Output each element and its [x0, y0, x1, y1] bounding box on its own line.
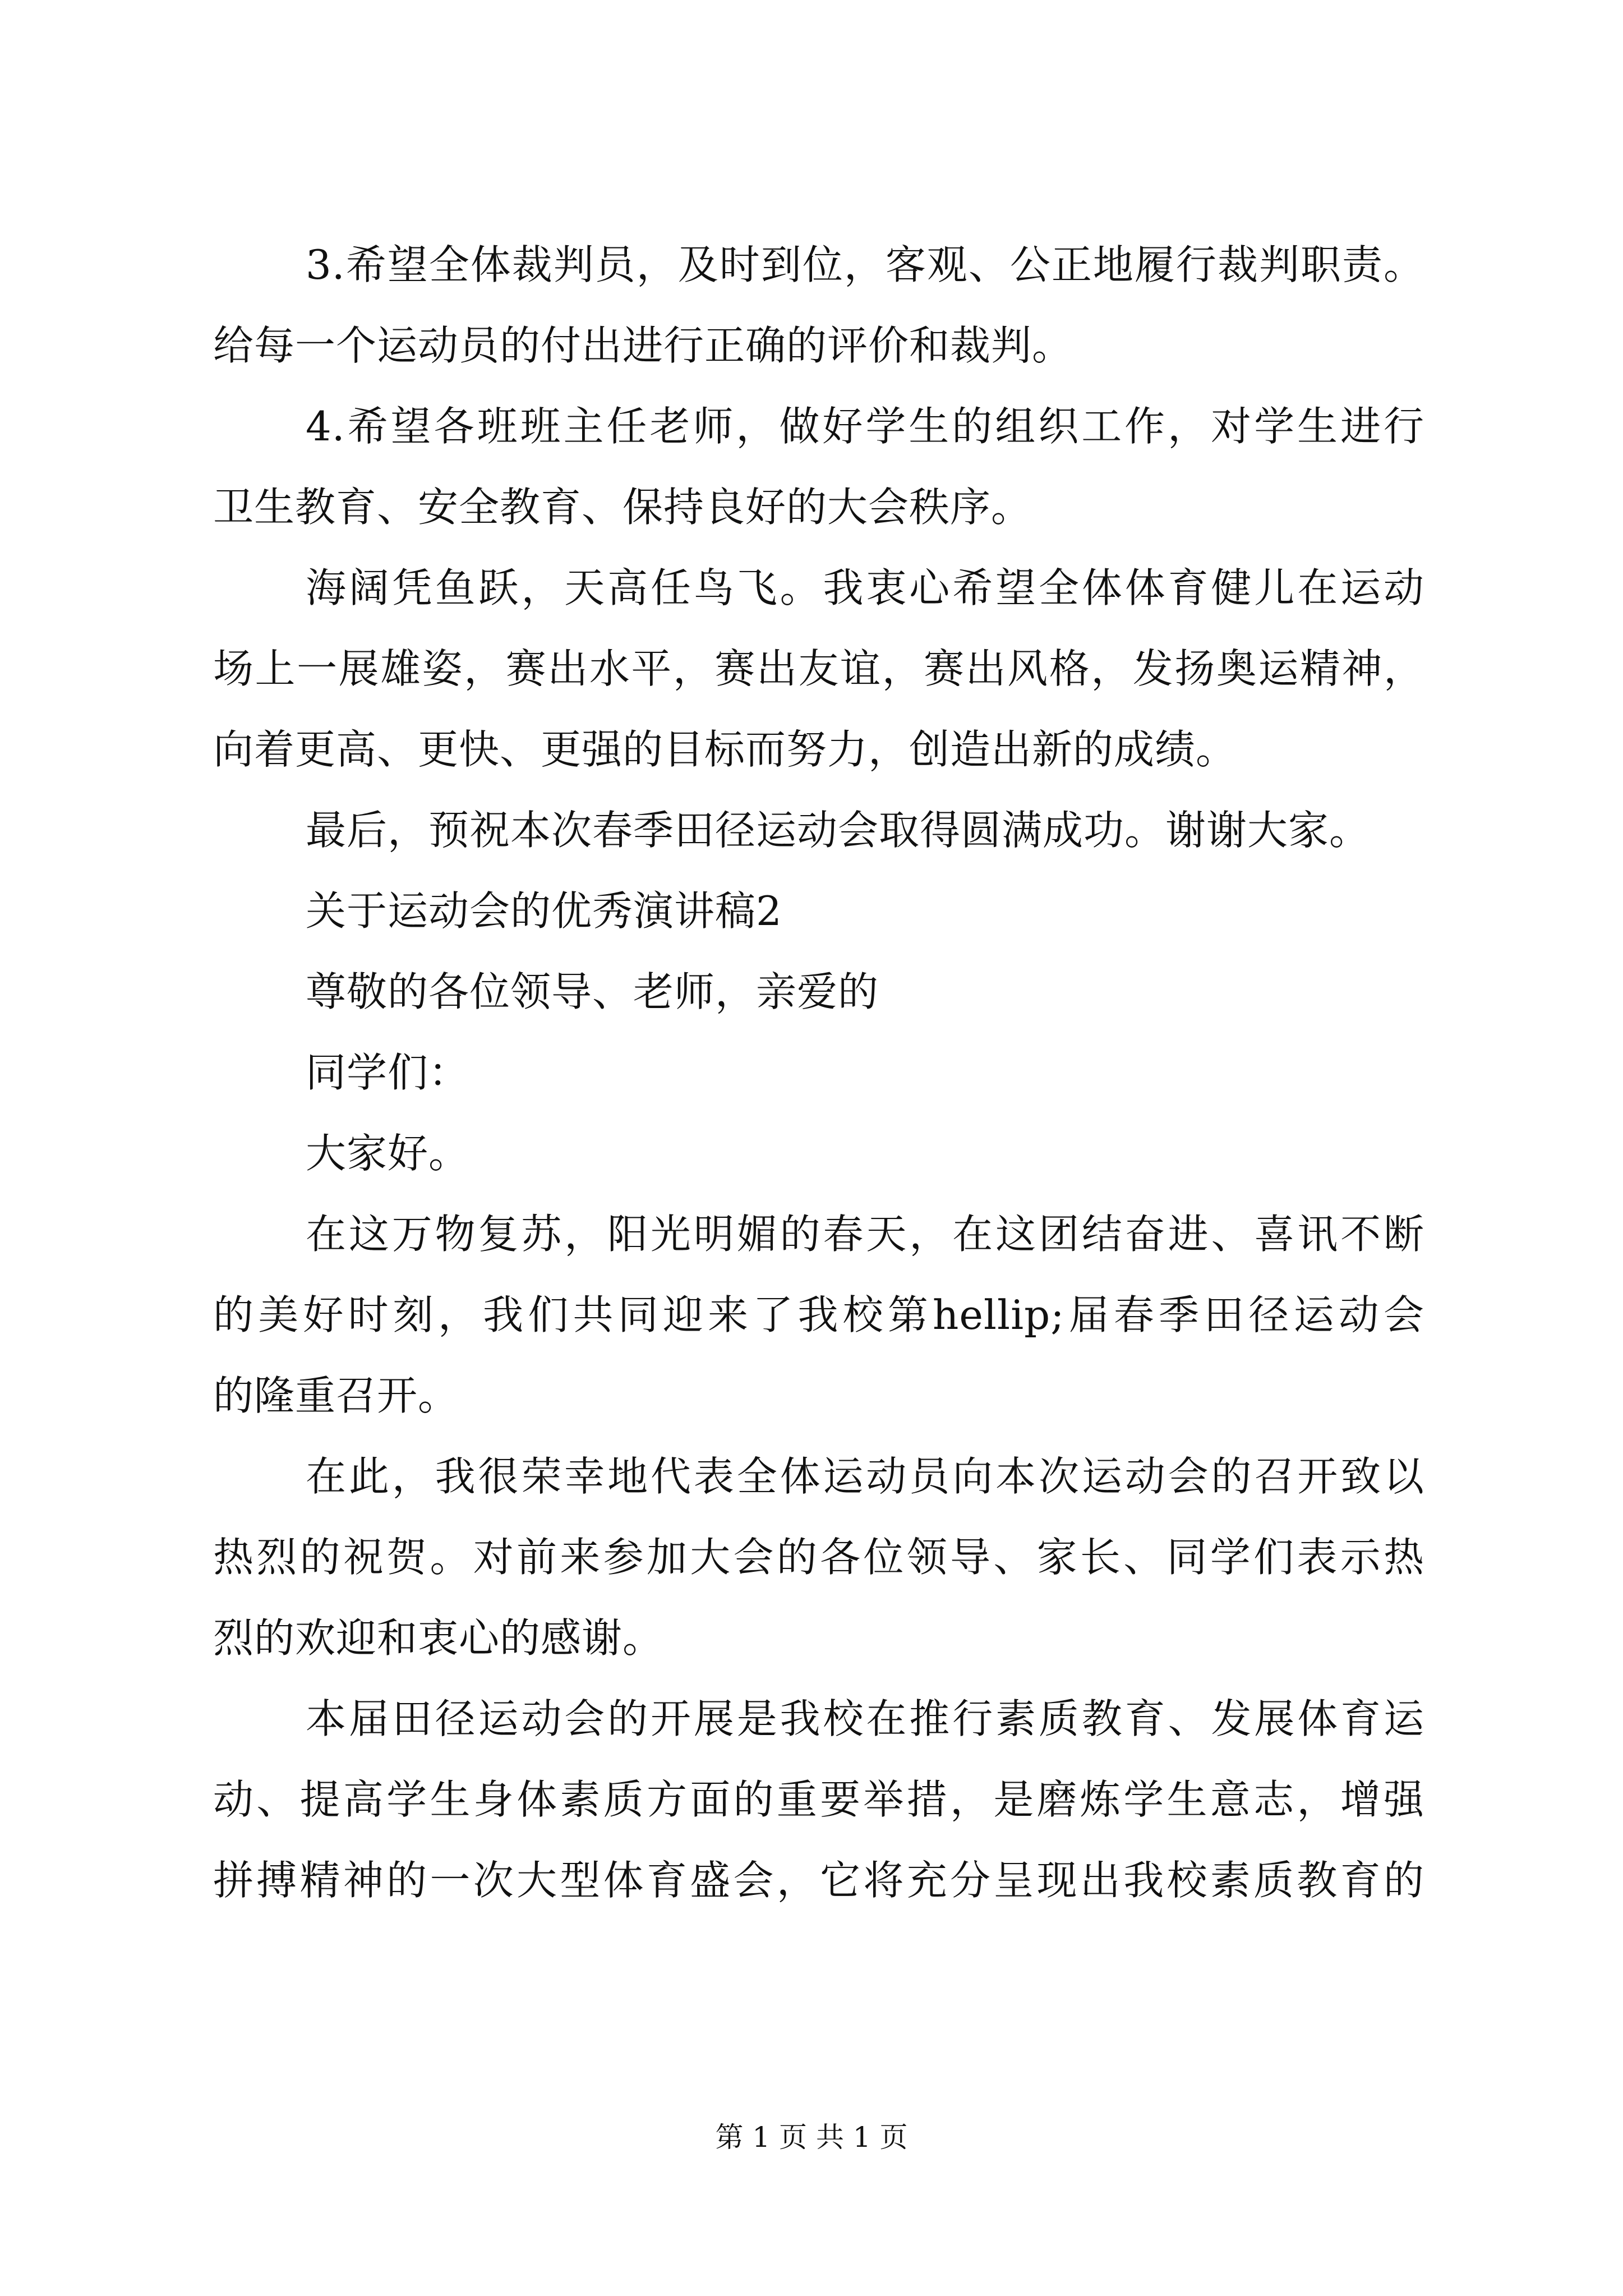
text-line: 热烈的祝贺。对前来参加大会的各位领导、家长、同学们表示热 [213, 1534, 1424, 1581]
text-line: 的美好时刻，我们共同迎来了我校第hellip;届春季田径运动会 [213, 1291, 1424, 1338]
salutation-line: 同学们： [306, 1049, 470, 1096]
page-number-footer: 第 1 页 共 1 页 [715, 2121, 908, 2154]
text-line: 动、提高学生身体素质方面的重要举措，是磨炼学生意志，增强 [213, 1776, 1424, 1823]
text-line: 拼搏精神的一次大型体育盛会，它将充分呈现出我校素质教育的 [213, 1857, 1424, 1904]
salutation-line: 尊敬的各位领导、老师，亲爱的 [306, 968, 879, 1015]
text-line: 给每一个运动员的付出进行正确的评价和裁判。 [213, 322, 1073, 369]
text-line: 本届田径运动会的开展是我校在推行素质教育、发展体育运 [306, 1695, 1424, 1742]
text-line: 的隆重召开。 [213, 1372, 459, 1419]
text-line: 卫生教育、安全教育、保持良好的大会秩序。 [213, 484, 1032, 531]
text-line: 最后，预祝本次春季田径运动会取得圆满成功。谢谢大家。 [306, 807, 1371, 854]
section-heading: 关于运动会的优秀演讲稿2 [306, 887, 782, 935]
text-line: 在此，我很荣幸地代表全体运动员向本次运动会的召开致以 [306, 1453, 1424, 1500]
text-line: 在这万物复苏，阳光明媚的春天，在这团结奋进、喜讯不断 [306, 1211, 1424, 1258]
greeting-line: 大家好。 [306, 1130, 470, 1177]
text-line: 烈的欢迎和衷心的感谢。 [213, 1614, 664, 1662]
text-line: 向着更高、更快、更强的目标而努力，创造出新的成绩。 [213, 726, 1237, 773]
text-line: 场上一展雄姿，赛出水平，赛出友谊，赛出风格，发扬奥运精神， [213, 645, 1424, 692]
text-line: 海阔凭鱼跃，天高任鸟飞。我衷心希望全体体育健儿在运动 [306, 564, 1424, 611]
text-line: 3.希望全体裁判员，及时到位，客观、公正地履行裁判职责。 [306, 241, 1424, 288]
document-body [213, 224, 1424, 1921]
text-line: 4.希望各班班主任老师，做好学生的组织工作，对学生进行 [306, 403, 1424, 450]
